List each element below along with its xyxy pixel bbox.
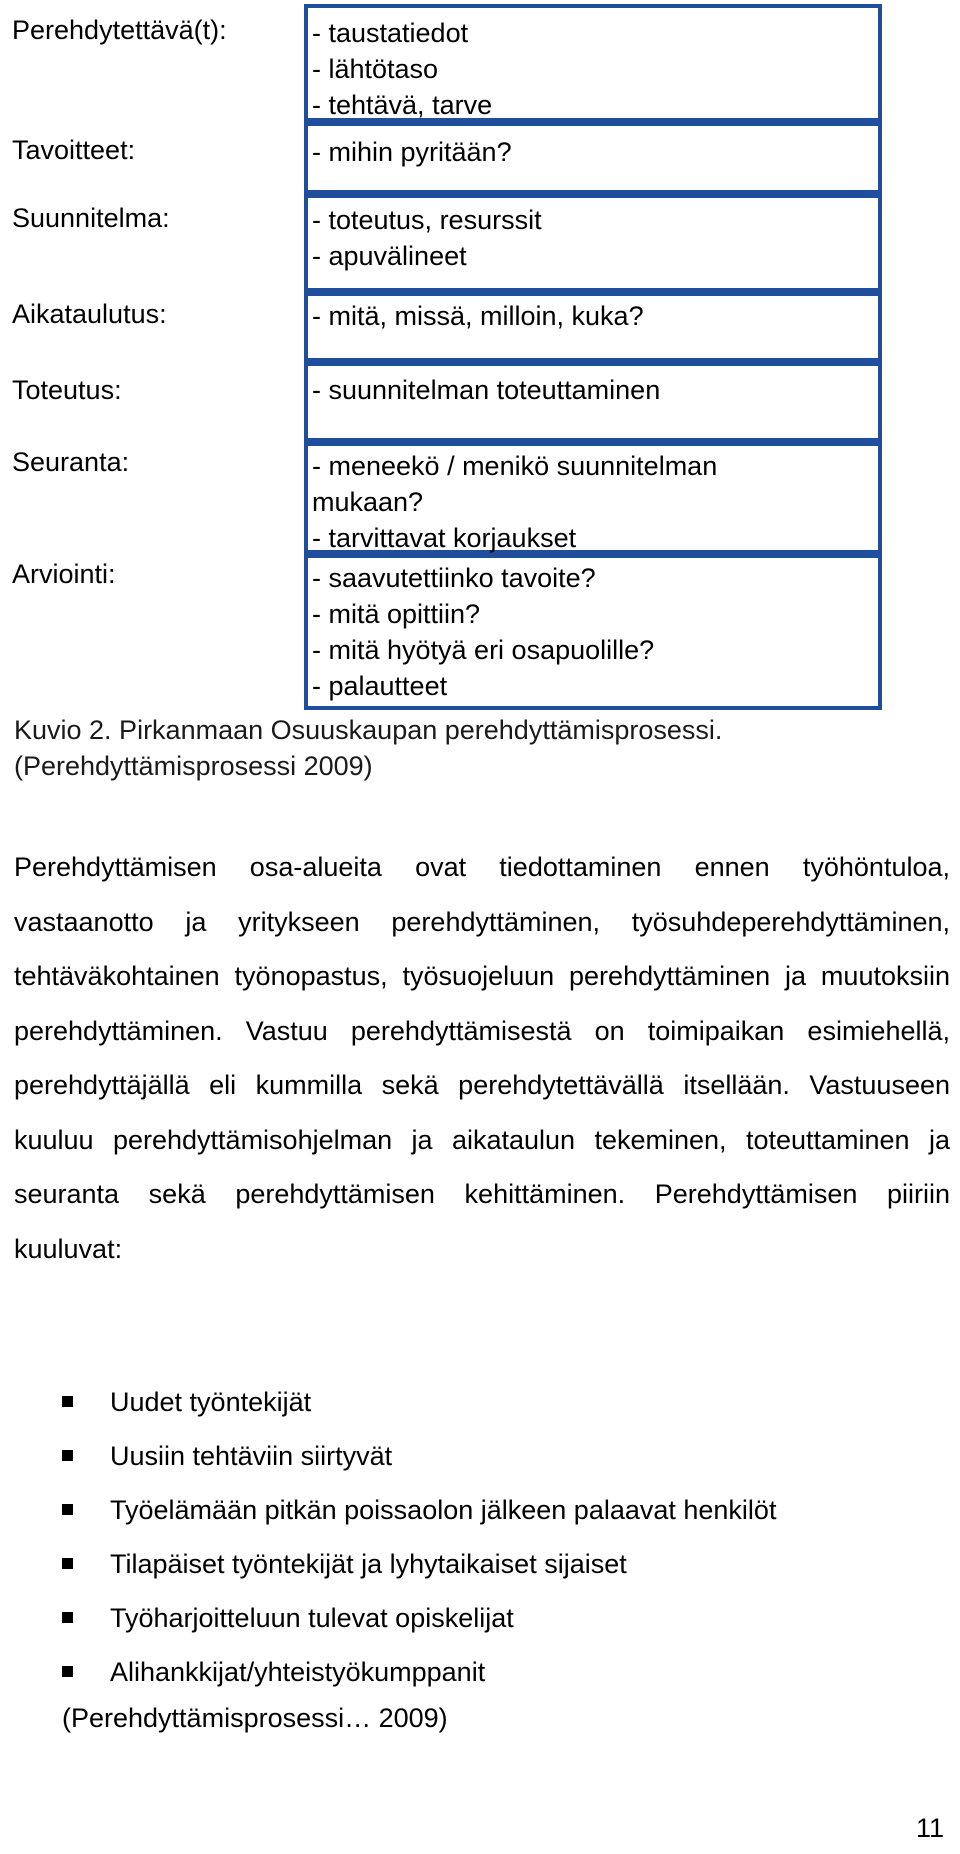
row-content (304, 194, 882, 292)
list-item-text: Uusiin tehtäviin siirtyvät (110, 1441, 393, 1471)
list-item (60, 1591, 776, 1645)
square-bullet-icon (62, 1396, 73, 1407)
square-bullet-icon (62, 1558, 73, 1569)
row-item: - taustatiedot (312, 18, 469, 48)
row-label: Seuranta: (12, 447, 130, 477)
list-item-text: Alihankkijat/yhteistyökumppanit (110, 1657, 486, 1687)
row-label: Arviointi: (12, 559, 116, 589)
caption-title: Kuvio 2. Pirkanmaan Osuuskaupan perehdyttämisprosessi. (14, 715, 723, 745)
row-content (304, 122, 882, 194)
row-content (304, 4, 882, 122)
row-item: - toteutus, resurssit (312, 205, 542, 235)
list-item-text: Uudet työntekijät (110, 1387, 312, 1417)
row-item: - tarvittavat korjaukset (312, 523, 577, 553)
square-bullet-icon (62, 1666, 73, 1677)
row-item: - mitä hyötyä eri osapuolille? (312, 635, 655, 665)
figure-caption (14, 712, 722, 784)
row-item: - suunnitelman toteuttaminen (312, 375, 661, 405)
list-item-text: Työelämään pitkän poissaolon jälkeen palaavat henkilöt (110, 1495, 777, 1525)
row-content (304, 554, 882, 710)
list-item (60, 1375, 776, 1429)
row-label: Toteutus: (12, 375, 122, 405)
square-bullet-icon (62, 1450, 73, 1461)
row-label: Suunnitelma: (12, 203, 170, 233)
list-item (60, 1429, 776, 1483)
source-reference: (Perehdyttämisprosessi… 2009) (62, 1703, 448, 1733)
row-item: - mitä opittiin? (312, 599, 481, 629)
list-item (60, 1483, 776, 1537)
row-item: - meneekö / menikö suunnitelman (312, 451, 718, 481)
row-label: Tavoitteet: (12, 135, 136, 165)
row-label: Aikataulutus: (12, 299, 167, 329)
row-item: - tehtävä, tarve (312, 90, 493, 120)
list-item (60, 1645, 776, 1699)
list-item (60, 1537, 776, 1591)
square-bullet-icon (62, 1504, 73, 1515)
page-number: 11 (915, 1813, 944, 1843)
row-content (304, 442, 882, 554)
row-item: - mitä, missä, milloin, kuka? (312, 301, 644, 331)
row-label: Perehdytettävä(t): (12, 15, 227, 45)
row-item: - palautteet (312, 671, 448, 701)
row-item: - saavutettiinko tavoite? (312, 563, 596, 593)
row-content (304, 362, 882, 442)
row-item: mukaan? (312, 487, 424, 517)
row-item: - apuvälineet (312, 241, 467, 271)
square-bullet-icon (62, 1612, 73, 1623)
row-content (304, 292, 882, 362)
bullet-list (60, 1375, 776, 1699)
list-item-text: Tilapäiset työntekijät ja lyhytaikaiset sijaiset (110, 1549, 627, 1579)
body-paragraph: Perehdyttämisen osa-alueita ovat tiedottaminen ennen työhöntuloa, vastaanotto ja yritykseen perehdyttäminen, työsuhdeperehdyttäminen, tehtäväkohtainen työnopastus, työsuojeluun perehdyttäminen ja muutoksiin perehdyttäminen. Vastuu perehdyttämisestä on toimipaikan esimiehellä, perehdyttäjällä eli kummilla sekä perehdytettävällä itsellään. Vastuuseen kuuluu perehdyttämisohjelman ja aikataulun tekeminen, toteuttaminen ja seuranta sekä perehdyttämisen kehittäminen. Perehdyttämisen piiriin kuuluvat: (14, 852, 950, 1264)
caption-source: (Perehdyttämisprosessi 2009) (14, 751, 373, 781)
row-item: - mihin pyritään? (312, 137, 512, 167)
list-item-text: Työharjoitteluun tulevat opiskelijat (110, 1603, 514, 1633)
row-item: - lähtötaso (312, 54, 439, 84)
